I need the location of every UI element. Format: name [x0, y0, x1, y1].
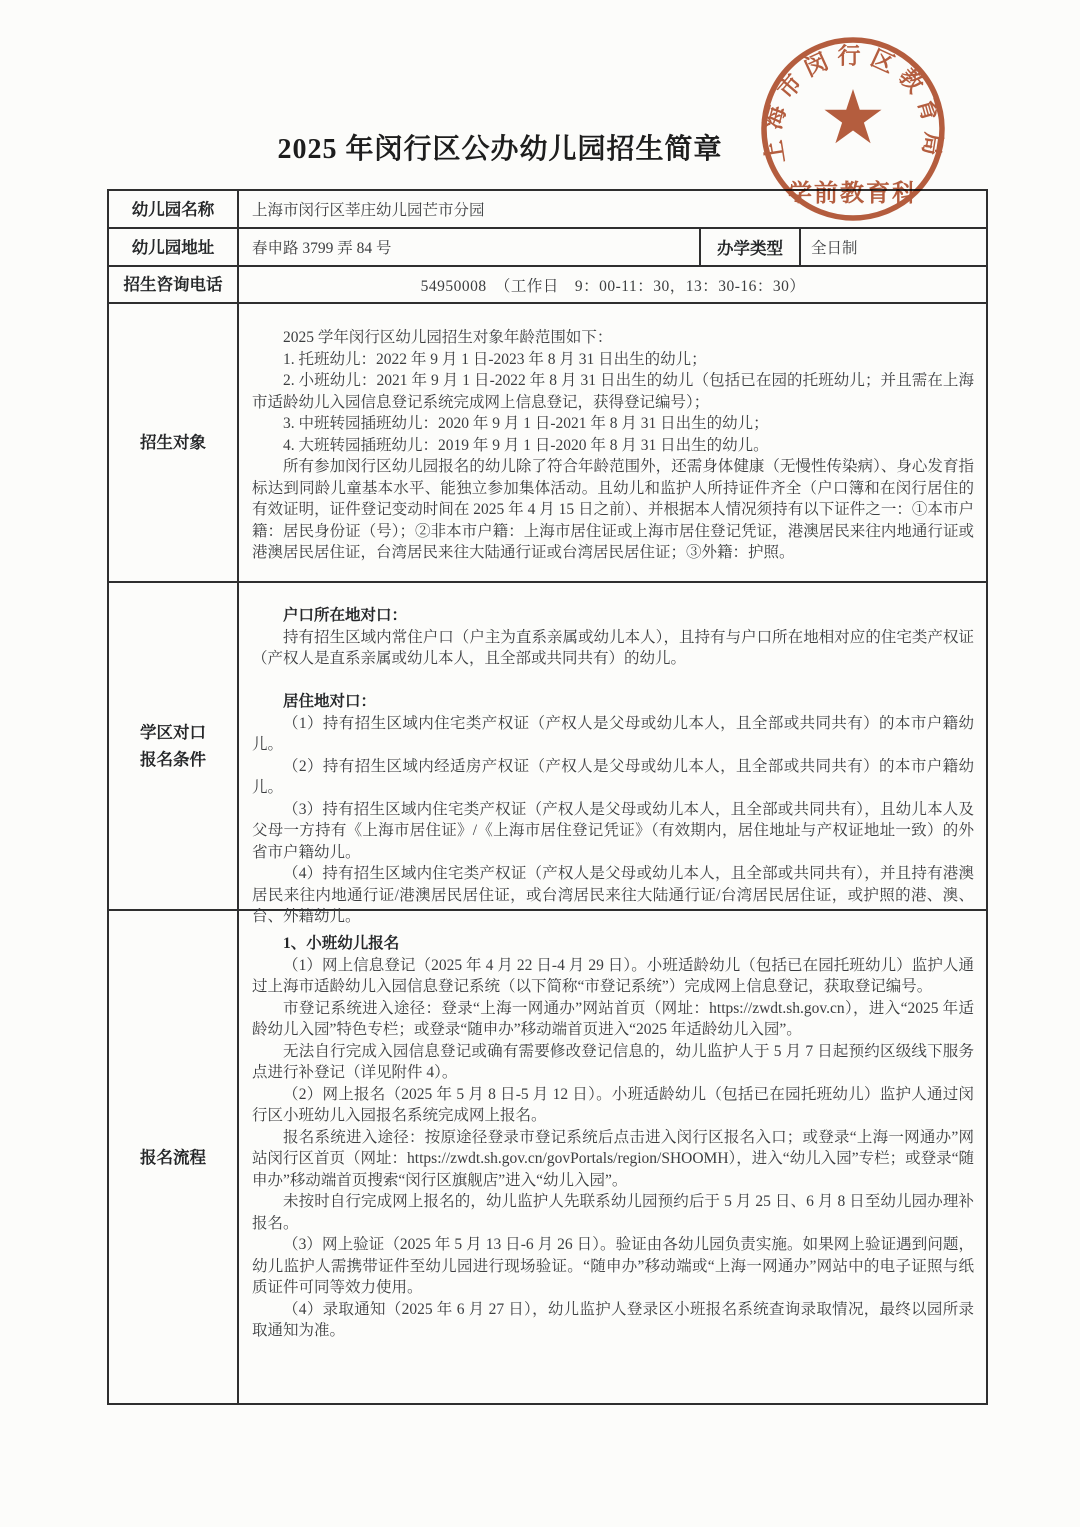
label-line: 报名条件 — [140, 750, 206, 769]
paragraph: 报名系统进入途径：按原途径登录市登记系统后点击进入闵行区报名入口；或登录“上海一网通办”网站闵行区首页（网址：https://zwdt.sh.gov.cn/govPortals/region/SHOOMH），进入“幼儿入园”专栏；或登录“随申办”移动端首页搜索“闵行区旗舰店”进入“幼儿入园”。 — [252, 1128, 974, 1189]
row-registration-process — [109, 911, 986, 1403]
paragraph: 2025 学年闵行区幼儿园招生对象年龄范围如下： — [283, 329, 613, 346]
school-type-value: 全日制 — [811, 240, 858, 257]
phone-label: 招生咨询电话 — [109, 267, 239, 302]
paragraph: 2. 小班幼儿：2021 年 9 月 1 日-2022 年 8 月 31 日出生的幼儿（包括已在园的托班幼儿；并且需在上海市适龄幼儿入园信息登记系统完成网上信息登记，获得登记编号）； — [252, 372, 974, 411]
residence-heading: 居住地对口： — [283, 693, 377, 710]
paragraph: 持有招生区域内常住户口（户主为直系亲属或幼儿本人），且持有与户口所在地相对应的住宅类产权证（产权人是直系亲属或幼儿本人，且全部或共同共有）的幼儿。 — [252, 628, 974, 667]
paragraph: 无法自行完成入园信息登记或确有需要修改登记信息的，幼儿监护人于 5 月 7 日起预约区级线下服务点进行补登记（详见附件 4）。 — [252, 1042, 974, 1081]
kindergarten-name-label: 幼儿园名称 — [109, 191, 239, 227]
row-district-conditions — [109, 583, 986, 925]
phone-value: 54950008 （工作日 9：00-11：30，13：30-16：30） — [420, 277, 806, 295]
row-enroll-target — [109, 304, 986, 583]
paragraph: 未按时自行完成网上报名的，幼儿监护人先联系幼儿园预约后于 5 月 25 日、6 月 8 日至幼儿园办理补报名。 — [252, 1193, 974, 1232]
school-type-label: 办学类型 — [699, 229, 801, 265]
kindergarten-name-value: 上海市闵行区莘庄幼儿园芒市分园 — [252, 202, 485, 219]
district-conditions-label — [109, 583, 239, 909]
paragraph: 1. 托班幼儿：2022 年 9 月 1 日-2023 年 8 月 31 日出生的幼儿； — [283, 350, 707, 368]
info-table — [107, 189, 988, 1405]
enroll-target-content — [239, 304, 986, 581]
paragraph: 3. 中班转园插班幼儿：2020 年 9 月 1 日-2021 年 8 月 31 日出生的幼儿； — [283, 415, 769, 432]
paragraph: 4. 大班转园插班幼儿：2019 年 9 月 1 日-2020 年 8 月 31 日出生的幼儿。 — [283, 436, 769, 454]
address-label: 幼儿园地址 — [109, 229, 239, 265]
seal-star-icon — [825, 89, 882, 143]
paragraph: （3）网上验证（2025 年 5 月 13 日-6 月 26 日）。验证由各幼儿园负责实施。如果网上验证遇到问题，幼儿监护人需携带证件至幼儿园进行现场验证。“随申办”移动端或“上海一网通办”网站中的电子证照与纸质证件可同等效力使用。 — [252, 1236, 974, 1296]
enroll-target-label: 招生对象 — [109, 304, 239, 581]
paragraph: （2）网上报名（2025 年 5 月 8 日-5 月 12 日）。小班适龄幼儿（包括已在园托班幼儿）监护人通过闵行区小班幼儿入园报名系统完成网上报名。 — [252, 1085, 974, 1124]
paragraph: （4）录取通知（2025 年 6 月 27 日），幼儿监护人登录区小班报名系统查询录取情况，最终以园所录取通知为准。 — [252, 1300, 974, 1339]
paragraph: 所有参加闵行区幼儿园报名的幼儿除了符合年龄范围外，还需身体健康（无慢性传染病）、身心发育指标达到同龄儿童基本水平、能独立参加集体活动。且幼儿和监护人所持证件齐全（户口簿和在闵行居住的有效证明，证件登记变动时间在 2025 年 4 月 15 日之前）、并根据本人情况须持有以下证件之一：①本市户籍：居民身份证（号）；②非本市户籍：上海市居住证或上海市居住登记凭证，港澳居民来往内地通行证或港澳居民居住证，台湾居民来往大陆通行证或台湾居民居住证；③外籍：护照。 — [252, 458, 974, 561]
paragraph: （3）持有招生区域内住宅类产权证（产权人是父母或幼儿本人，且全部或共同共有），且幼儿本人及父母一方持有《上海市居住证》/《上海市居住登记凭证》（有效期内，居住地址与产权证地址一致）的外省市户籍幼儿。 — [252, 800, 974, 861]
process-heading: 1、小班幼儿报名 — [283, 935, 400, 952]
registration-process-content — [239, 911, 986, 1403]
address-value: 春申路 3799 弄 84 号 — [252, 240, 392, 257]
row-phone — [109, 267, 986, 304]
page-title: 2025 年闵行区公办幼儿园招生简章 — [277, 134, 723, 165]
label-line: 学区对口 — [140, 723, 206, 742]
paragraph: （1）持有招生区域内住宅类产权证（产权人是父母或幼儿本人，且全部或共同共有）的本市户籍幼儿。 — [252, 714, 974, 753]
paragraph: （2）持有招生区域内经适房产权证（产权人是父母或幼儿本人，且全部或共同共有）的本市户籍幼儿。 — [252, 757, 974, 796]
paragraph: （4）持有招生区域内住宅类产权证（产权人是父母或幼儿本人，且全部或共同共有），并且持有港澳居民来往内地通行证/港澳居民居住证，或台湾居民来往大陆通行证/台湾居民居住证，或护照的港、澳、台、外籍幼儿。 — [252, 865, 974, 925]
paragraph: 市登记系统进入途径：登录“上海一网通办”网站首页（网址：https://zwdt.sh.gov.cn），进入“2025 年适龄幼儿入园”特色专栏；或登录“随申办”移动端首页进入“2025 年适龄幼儿入园”。 — [252, 999, 974, 1038]
hukou-heading: 户口所在地对口： — [283, 607, 408, 624]
district-conditions-content — [239, 583, 986, 925]
seal-dept-text: 学前教育科 — [788, 181, 918, 207]
seal-ring-text: 上海市闵行区教育局 — [759, 43, 947, 166]
paragraph: （1）网上信息登记（2025 年 4 月 22 日-4 月 29 日）。小班适龄幼儿（包括已在园托班幼儿）监护人通过上海市适龄幼儿入园信息登记系统（以下简称“市登记系统”）完成网上信息登记，获取登记编号。 — [252, 956, 974, 995]
registration-process-label: 报名流程 — [109, 911, 239, 1403]
official-seal — [757, 33, 949, 225]
row-address — [109, 229, 986, 267]
